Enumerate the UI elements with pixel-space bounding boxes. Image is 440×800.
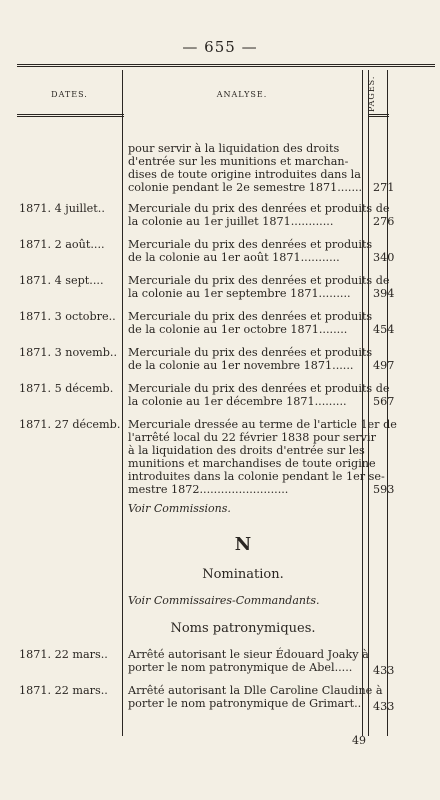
analysis-line: à la liquidation des droits d'entrée sur les [128, 444, 365, 457]
entry-page: 276 [373, 215, 395, 228]
header-dates: DATES. [51, 90, 88, 99]
analysis-line: l'arrêté local du 22 février 1838 pour servir [128, 431, 376, 444]
analysis-line: porter le nom patronymique de Grimart.. [128, 697, 362, 710]
entry-page: 497 [373, 359, 395, 372]
entry-page: 271 [373, 181, 395, 194]
index-table [17, 64, 435, 736]
analysis-line: Mercuriale du prix des denrées et produits de [128, 202, 390, 215]
see-commissaires-reference: Voir Commissaires-Commandants. [128, 594, 320, 607]
analysis-line: pour servir à la liquidation des droits [128, 142, 340, 155]
analysis-line: introduites dans la colonie pendant le 1er se- [128, 470, 385, 483]
analysis-line: d'entrée sur les munitions et marchan- [128, 155, 349, 168]
analysis-line: la colonie au 1er décembre 1871......... [128, 395, 347, 408]
entry-page: 433 [373, 700, 395, 713]
entry-date: 1871. 4 juillet.. [19, 202, 105, 215]
entry-analysis [128, 648, 369, 674]
analysis-line: Mercuriale du prix des denrées et produits de [128, 382, 390, 395]
header-pages: PAGES. [367, 75, 376, 113]
analysis-line: de la colonie au 1er août 1871........... [128, 251, 340, 264]
analysis-line: porter le nom patronymique de Abel..... [128, 661, 353, 674]
analysis-line: Mercuriale du prix des denrées et produits de [128, 274, 390, 287]
entry-analysis [128, 684, 383, 710]
entry-analysis [128, 142, 363, 194]
column-divider [122, 70, 123, 736]
entry-date: 1871. 3 octobre.. [19, 310, 116, 323]
section-title-nomination: Nomination. [202, 567, 284, 582]
entry-date: 1871. 4 sept.... [19, 274, 104, 287]
see-commissions-reference: Voir Commissions. [128, 502, 231, 515]
entry-analysis [128, 238, 373, 264]
entry-page: 567 [373, 395, 395, 408]
entry-analysis [128, 310, 373, 336]
header-rule [369, 114, 389, 117]
header-rule [17, 114, 124, 117]
top-rule [17, 64, 435, 67]
entry-page: 433 [373, 664, 395, 677]
column-divider [368, 70, 369, 736]
section-letter: N [234, 534, 252, 555]
entry-page: 593 [373, 483, 395, 496]
analysis-line: de la colonie au 1er novembre 1871...... [128, 359, 354, 372]
entry-date: 1871. 27 décemb. [19, 418, 121, 431]
section-title-noms: Noms patronymiques. [170, 621, 316, 636]
entry-date: 1871. 22 mars.. [19, 684, 108, 697]
header-analyse: ANALYSE. [216, 90, 268, 99]
analysis-line: Mercuriale du prix des denrées et produits [128, 238, 373, 251]
analysis-line: Mercuriale dressée au terme de l'article 1er de [128, 418, 397, 431]
entry-page: 394 [373, 287, 395, 300]
entry-date: 1871. 2 août.... [19, 238, 105, 251]
analysis-line: dises de toute origine introduites dans la [128, 168, 361, 181]
entry-date: 1871. 3 novemb.. [19, 346, 118, 359]
entry-date: 1871. 22 mars.. [19, 648, 108, 661]
entry-page: 340 [373, 251, 395, 264]
analysis-line: Arrêté autorisant le sieur Édouard Joaky à [128, 648, 369, 661]
column-divider [362, 70, 363, 736]
entry-analysis [128, 346, 373, 372]
entry-date: 1871. 5 décemb. [19, 382, 114, 395]
analysis-line: mestre 1872......................... [128, 483, 289, 496]
footer-number: 49 [352, 734, 366, 747]
analysis-line: Mercuriale du prix des denrées et produits [128, 310, 373, 323]
analysis-line: de la colonie au 1er octobre 1871........ [128, 323, 348, 336]
analysis-line: Arrêté autorisant la Dlle Caroline Claudine à [128, 684, 383, 697]
table-header [17, 70, 435, 116]
analysis-line: colonie pendant le 2e semestre 1871....... [128, 181, 363, 194]
entry-page: 454 [373, 323, 395, 336]
analysis-line: Mercuriale du prix des denrées et produits [128, 346, 373, 359]
analysis-line: la colonie au 1er juillet 1871............ [128, 215, 334, 228]
analysis-line: la colonie au 1er septembre 1871......... [128, 287, 351, 300]
page-number-top: — 655 — [182, 38, 258, 56]
analysis-line: munitions et marchandises de toute origine [128, 457, 376, 470]
